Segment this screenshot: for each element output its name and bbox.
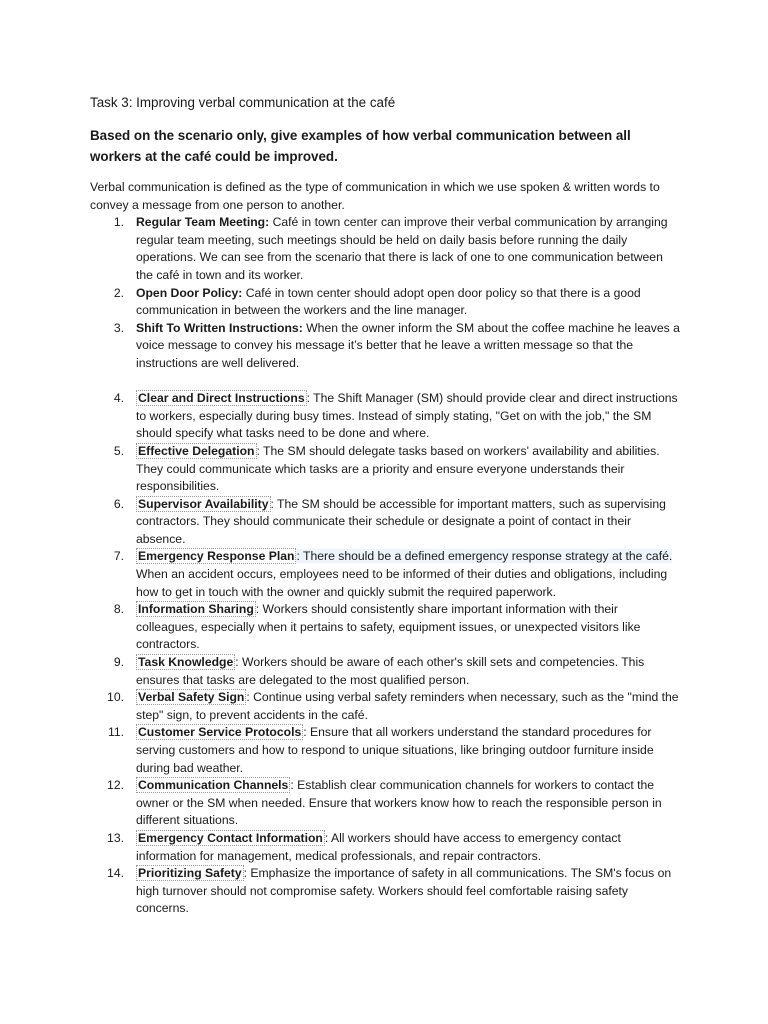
item-text: Café in town center can improve their verbal communication by arranging regular team meeting, such meetings should be held on daily basis before running the daily operations. We can see from the scenario that there is lack of one to one communication between the café in town and its worker. <box>136 215 668 282</box>
points-list-group-1 <box>90 214 682 372</box>
item-number: 1. <box>113 215 124 230</box>
intro-paragraph: Verbal communication is defined as the type of communication in which we use spoken & written words to convey a message from one person to another. <box>90 180 660 212</box>
item-number: 8. <box>113 602 124 617</box>
item-text: : Establish clear communication channels for workers to contact the owner or the SM when needed. Ensure that workers know how to reach the responsible person in different situations. <box>136 778 662 828</box>
item-number: 11. <box>107 725 124 740</box>
item-heading: Verbal Safety Sign <box>138 690 245 705</box>
item-text: : The SM should delegate tasks based on workers' availability and abilities. They could communicate which tasks are a priority and ensure everyone understands their responsibilities. <box>136 443 660 494</box>
item-heading: Task Knowledge <box>138 655 234 670</box>
list-item <box>90 548 682 601</box>
list-item <box>90 724 682 777</box>
highlighted-text: : There should be a defined emergency response strategy at the café. <box>296 549 673 564</box>
item-text: : The SM should be accessible for important matters, such as supervising contractors. They should communicate their schedule or designate a point of contact in their absence. <box>136 496 666 546</box>
task-title: Task 3: Improving verbal communication at the café <box>90 95 396 110</box>
item-heading: Emergency Response Plan <box>138 549 295 564</box>
item-text: : All workers should have access to emergency contact information for management, medical professionals, and repair contractors. <box>136 830 621 863</box>
item-number: 10. <box>107 690 124 705</box>
item-number: 4. <box>113 391 124 406</box>
item-number: 6. <box>113 496 124 511</box>
item-text: : Continue using verbal safety reminders when necessary, such as the "mind the step" sign, to prevent accidents in the café. <box>136 690 679 722</box>
item-heading: Communication Channels <box>138 778 289 793</box>
blank-line <box>90 373 682 391</box>
item-heading: Effective Delegation <box>138 443 255 458</box>
list-item <box>90 830 682 865</box>
item-number: 5. <box>113 443 124 458</box>
item-heading: Supervisor Availability <box>138 496 269 511</box>
item-number: 2. <box>113 285 124 300</box>
list-item <box>90 865 682 918</box>
item-number: 13. <box>107 830 124 845</box>
list-item <box>90 285 682 320</box>
item-heading: Emergency Contact Information <box>138 830 323 845</box>
item-heading: Information Sharing <box>138 602 254 617</box>
item-text: : Workers should be aware of each other's skill sets and competencies. This ensures that tasks are delegated to the most qualified person. <box>136 655 645 687</box>
item-text: Café in town center should adopt open door policy so that there is a good communication in between the workers and the line manager. <box>136 285 641 318</box>
document-page <box>90 94 682 918</box>
item-number: 12. <box>107 778 124 793</box>
list-item <box>90 390 682 443</box>
item-text: : Ensure that all workers understand the standard procedures for serving customers and how to respond to unique situations, like bringing outdoor furniture inside during bad weather. <box>136 725 654 775</box>
item-number: 14. <box>107 866 124 881</box>
item-number: 3. <box>113 320 124 335</box>
item-heading: Open Door Policy: <box>136 285 243 300</box>
list-item <box>90 601 682 654</box>
item-heading: Prioritizing Safety <box>138 866 242 881</box>
list-item <box>90 654 682 689</box>
item-text: : Emphasize the importance of safety in all communications. The SM's focus on high turnover should not compromise safety. Workers should feel comfortable raising safety concerns. <box>136 866 672 916</box>
item-number: 7. <box>113 549 124 564</box>
points-list-group-2 <box>90 390 682 918</box>
list-item <box>90 214 682 284</box>
item-text: : Workers should consistently share important information with their colleagues, especially when it pertains to safety, equipment issues, or unexpected visitors like contractors. <box>136 602 641 652</box>
list-item <box>90 320 682 373</box>
list-item <box>90 689 682 724</box>
list-item <box>90 777 682 830</box>
item-heading: Regular Team Meeting: <box>136 215 270 230</box>
item-number: 9. <box>113 655 124 670</box>
item-text: : The Shift Manager (SM) should provide clear and direct instructions to workers, especially during busy times. Instead of simply stating, "Get on with the job," the SM should specify what tasks need to be done and where. <box>136 391 678 441</box>
item-heading: Shift To Written Instructions: <box>136 320 303 335</box>
list-item <box>90 496 682 549</box>
item-heading: Customer Service Protocols <box>138 725 302 740</box>
question-heading: Based on the scenario only, give examples of how verbal communication between all workers at the café could be improved. <box>90 128 631 164</box>
list-item <box>90 443 682 496</box>
item-heading: Clear and Direct Instructions <box>138 391 305 406</box>
item-text: When the owner inform the SM about the coffee machine he leaves a voice message to convey his message it’s better that he leave a written message so that the instructions are well delivered. <box>136 320 680 370</box>
item-text: When an accident occurs, employees need to be informed of their duties and obligations, including how to get in touch with the owner and quickly submit the required paperwork. <box>136 567 668 599</box>
